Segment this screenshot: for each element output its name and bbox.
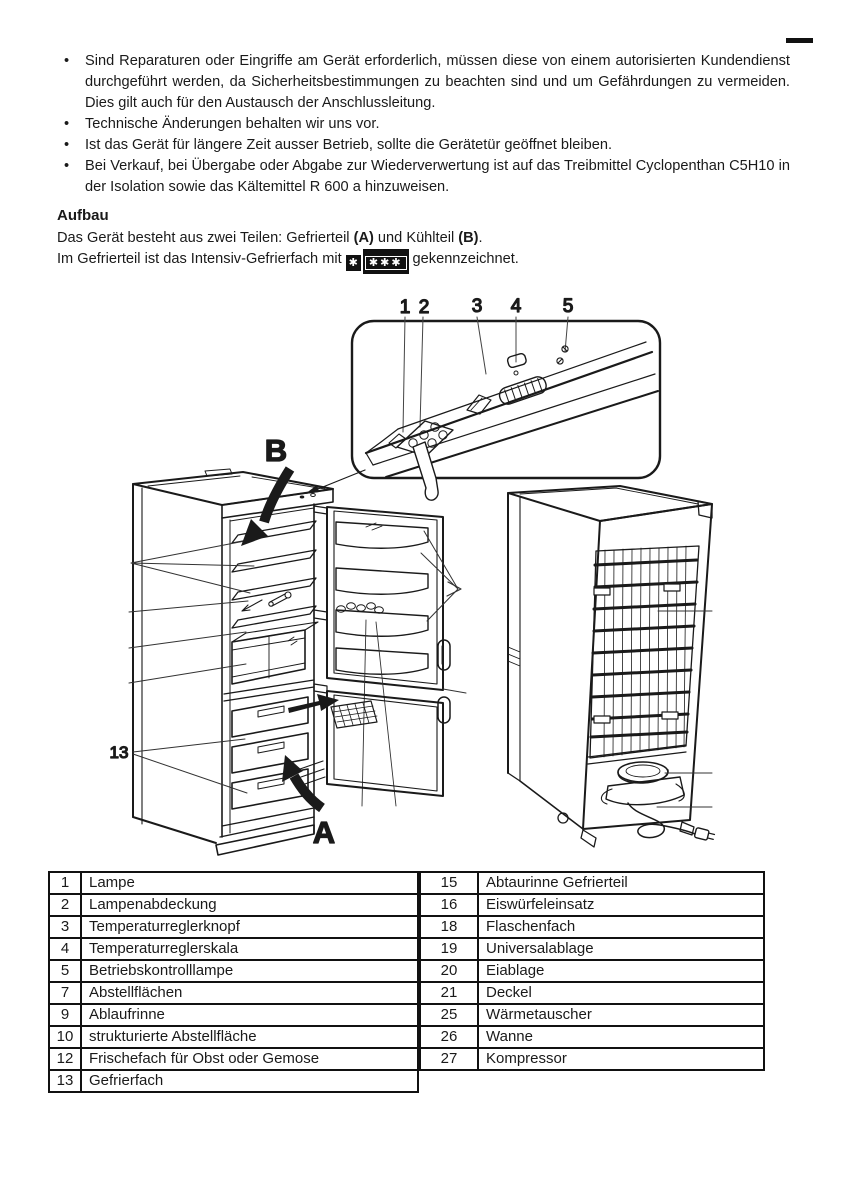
freezer-star-symbol [346, 249, 409, 274]
part-label: Eiablage [478, 960, 764, 982]
fridge-door [327, 507, 450, 690]
bullet-item: • Sind Reparaturen oder Eingriffe am Gerät erforderlich, müssen diese von einem autorisierten Kundendienst durchgeführt werden, da Sicherheitsbestimmungen zu beachten sind und um Gefährdungen zu vermeiden. Dies gilt auch für den Austausch der Anschlussleitung. [57, 51, 790, 114]
part-number: 9 [49, 1004, 81, 1026]
label-a-ref: (A) [353, 230, 374, 246]
safety-bullet-list [57, 51, 790, 198]
bullet-item: • Bei Verkauf, bei Übergabe oder Abgabe zur Wiederverwertung ist auf das Treibmittel Cyclopenthan C5H10 in der Isolation sowie das Kältemittel R 600 a hinzuweisen. [57, 156, 790, 198]
table-row [49, 938, 418, 960]
part-label: Wärmetauscher [478, 1004, 764, 1026]
table-row [49, 1004, 418, 1026]
control-panel-inset [305, 296, 660, 500]
table-row [49, 982, 418, 1004]
table-row [49, 1026, 418, 1048]
fridge-rear-view [508, 486, 715, 847]
part-number: 26 [420, 1026, 478, 1048]
part-number: 15 [420, 872, 478, 894]
parts-table-left [48, 871, 419, 1093]
heat-exchanger-grid [590, 546, 699, 758]
aufbau-line1-post: . [478, 230, 483, 246]
part-number: 4 [49, 938, 81, 960]
aufbau-line1-pre: Das Gerät besteht aus zwei Teilen: Gefrierteil [57, 230, 354, 246]
part-number: 1 [49, 872, 81, 894]
callout-4: 4 [510, 296, 522, 317]
table-row [49, 872, 418, 894]
callout-13: 13 [109, 743, 129, 762]
aufbau-line2 [57, 249, 790, 274]
text-content [57, 51, 790, 274]
part-number: 19 [420, 938, 478, 960]
part-number: 2 [49, 894, 81, 916]
part-number: 25 [420, 1004, 478, 1026]
part-number: 20 [420, 960, 478, 982]
part-label: Flaschenfach [478, 916, 764, 938]
label-b-ref: (B) [458, 230, 479, 246]
table-row [49, 916, 418, 938]
part-number: 21 [420, 982, 478, 1004]
table-row [49, 894, 418, 916]
callout-b: B [264, 433, 288, 468]
part-label: Gefrierfach [81, 1070, 418, 1092]
star-icon: ✱ [346, 255, 361, 271]
table-row [420, 1026, 764, 1048]
callout-1: 1 [399, 297, 411, 318]
aufbau-line1 [57, 228, 790, 249]
table-row [49, 960, 418, 982]
part-label: strukturierte Abstellfläche [81, 1026, 418, 1048]
table-row [420, 1004, 764, 1026]
bullet-item: • Ist das Gerät für längere Zeit ausser Betrieb, sollte die Gerätetür geöffnet bleiben. [57, 135, 790, 156]
part-label: Abtaurinne Gefrierteil [478, 872, 764, 894]
aufbau-line1-mid: und Kühlteil [373, 230, 459, 246]
control-lamp [557, 346, 568, 364]
table-row [420, 872, 764, 894]
part-label: Temperaturreglerknopf [81, 916, 418, 938]
table-row [420, 1048, 764, 1070]
drip-tray [606, 777, 684, 805]
three-star-icon: ✱✱✱ [365, 256, 407, 270]
part-label: Lampe [81, 872, 418, 894]
table-row [420, 916, 764, 938]
part-label: Betriebskontrolllampe [81, 960, 418, 982]
callout-3: 3 [471, 296, 483, 317]
table-row [420, 960, 764, 982]
part-number: 5 [49, 960, 81, 982]
aufbau-section [57, 205, 790, 274]
section-heading: Aufbau [57, 207, 109, 224]
parts-table-right [419, 871, 765, 1071]
part-number: 3 [49, 916, 81, 938]
part-number: 27 [420, 1048, 478, 1070]
page-edge-marker [786, 38, 813, 43]
part-number: 10 [49, 1026, 81, 1048]
part-number: 18 [420, 916, 478, 938]
part-label: Universalablage [478, 938, 764, 960]
part-number: 13 [49, 1070, 81, 1092]
part-label: Kompressor [478, 1048, 764, 1070]
appliance-diagram [0, 285, 843, 871]
part-label: Frischefach für Obst oder Gemose [81, 1048, 418, 1070]
fridge-front-view [109, 469, 336, 855]
part-label: Lampenabdeckung [81, 894, 418, 916]
part-label: Deckel [478, 982, 764, 1004]
callout-a: A [312, 815, 336, 850]
bullet-item: • Technische Änderungen behalten wir uns vor. [57, 114, 790, 135]
screwdriver-icon [413, 442, 438, 500]
aufbau-line2-post: gekennzeichnet. [412, 251, 519, 267]
part-number: 7 [49, 982, 81, 1004]
part-label: Eiswürfeleinsatz [478, 894, 764, 916]
table-row [420, 938, 764, 960]
part-label: Abstellflächen [81, 982, 418, 1004]
crisper-drawer [232, 622, 318, 684]
part-label: Temperaturreglerskala [81, 938, 418, 960]
temperature-scale [507, 353, 527, 375]
table-row [49, 1070, 418, 1092]
table-row [420, 982, 764, 1004]
part-number: 16 [420, 894, 478, 916]
part-number: 12 [49, 1048, 81, 1070]
callout-2: 2 [418, 297, 430, 318]
part-label: Ablaufrinne [81, 1004, 418, 1026]
callout-5: 5 [562, 296, 574, 317]
aufbau-line2-pre: Im Gefrierteil ist das Intensiv-Gefrierfach mit [57, 251, 342, 267]
three-star-box [363, 249, 409, 274]
table-row [420, 894, 764, 916]
part-label: Wanne [478, 1026, 764, 1048]
table-row [49, 1048, 418, 1070]
ice-cube-grid [331, 701, 377, 728]
